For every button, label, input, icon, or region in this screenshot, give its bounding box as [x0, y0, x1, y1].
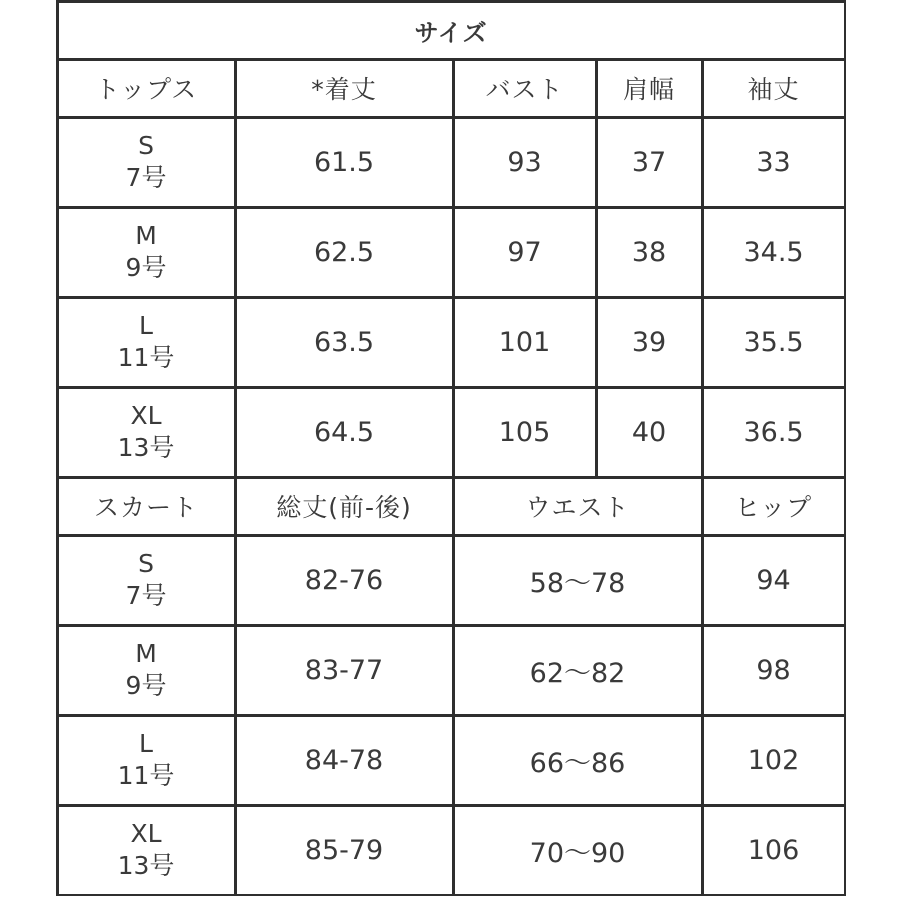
- size-letter: S: [138, 549, 154, 578]
- size-letter: M: [135, 639, 157, 668]
- header-length: *着丈: [236, 60, 454, 118]
- length-value: 64.5: [236, 388, 454, 478]
- shoulder-value: 37: [597, 118, 703, 208]
- size-cell: [56, 298, 236, 388]
- table-row: [56, 388, 846, 478]
- total-length-value: 85-79: [236, 806, 454, 896]
- size-number: 9号: [125, 253, 167, 282]
- size-number: 11号: [117, 761, 175, 790]
- table-row: [56, 626, 846, 716]
- skirt-header-row: [56, 478, 846, 536]
- size-letter: XL: [130, 401, 162, 430]
- waist-value: 66〜86: [454, 716, 703, 806]
- header-bust: バスト: [454, 60, 597, 118]
- header-hip: ヒップ: [703, 478, 846, 536]
- table-row: [56, 298, 846, 388]
- tops-header-label: トップス: [56, 60, 236, 118]
- table-row: [56, 208, 846, 298]
- hip-value: 98: [703, 626, 846, 716]
- table-title: サイズ: [56, 0, 846, 60]
- size-letter: XL: [130, 819, 162, 848]
- hip-value: 94: [703, 536, 846, 626]
- header-sleeve: 袖丈: [703, 60, 846, 118]
- size-cell: [56, 536, 236, 626]
- header-total-length: 総丈(前-後): [236, 478, 454, 536]
- skirt-header-label: スカート: [56, 478, 236, 536]
- table-row: [56, 716, 846, 806]
- size-cell: [56, 626, 236, 716]
- total-length-value: 83-77: [236, 626, 454, 716]
- size-number: 13号: [117, 851, 175, 880]
- waist-value: 62〜82: [454, 626, 703, 716]
- size-letter: S: [138, 131, 154, 160]
- title-row: [56, 0, 846, 60]
- sleeve-value: 34.5: [703, 208, 846, 298]
- size-number: 9号: [125, 671, 167, 700]
- size-cell: [56, 716, 236, 806]
- size-letter: L: [139, 729, 153, 758]
- shoulder-value: 40: [597, 388, 703, 478]
- hip-value: 106: [703, 806, 846, 896]
- sleeve-value: 33: [703, 118, 846, 208]
- waist-value: 58〜78: [454, 536, 703, 626]
- table-row: [56, 536, 846, 626]
- header-waist: ウエスト: [454, 478, 703, 536]
- total-length-value: 82-76: [236, 536, 454, 626]
- size-number: 7号: [125, 581, 167, 610]
- length-value: 63.5: [236, 298, 454, 388]
- waist-value: 70〜90: [454, 806, 703, 896]
- size-cell: [56, 806, 236, 896]
- bust-value: 105: [454, 388, 597, 478]
- sleeve-value: 35.5: [703, 298, 846, 388]
- length-value: 62.5: [236, 208, 454, 298]
- table-row: [56, 806, 846, 896]
- size-cell: [56, 208, 236, 298]
- bust-value: 101: [454, 298, 597, 388]
- sleeve-value: 36.5: [703, 388, 846, 478]
- shoulder-value: 39: [597, 298, 703, 388]
- size-number: 13号: [117, 433, 175, 462]
- size-number: 7号: [125, 163, 167, 192]
- hip-value: 102: [703, 716, 846, 806]
- bust-value: 93: [454, 118, 597, 208]
- table-row: [56, 118, 846, 208]
- size-cell: [56, 118, 236, 208]
- header-shoulder: 肩幅: [597, 60, 703, 118]
- total-length-value: 84-78: [236, 716, 454, 806]
- size-number: 11号: [117, 343, 175, 372]
- size-letter: L: [139, 311, 153, 340]
- size-letter: M: [135, 221, 157, 250]
- length-value: 61.5: [236, 118, 454, 208]
- size-table: [56, 0, 846, 896]
- size-cell: [56, 388, 236, 478]
- shoulder-value: 38: [597, 208, 703, 298]
- bust-value: 97: [454, 208, 597, 298]
- tops-header-row: [56, 60, 846, 118]
